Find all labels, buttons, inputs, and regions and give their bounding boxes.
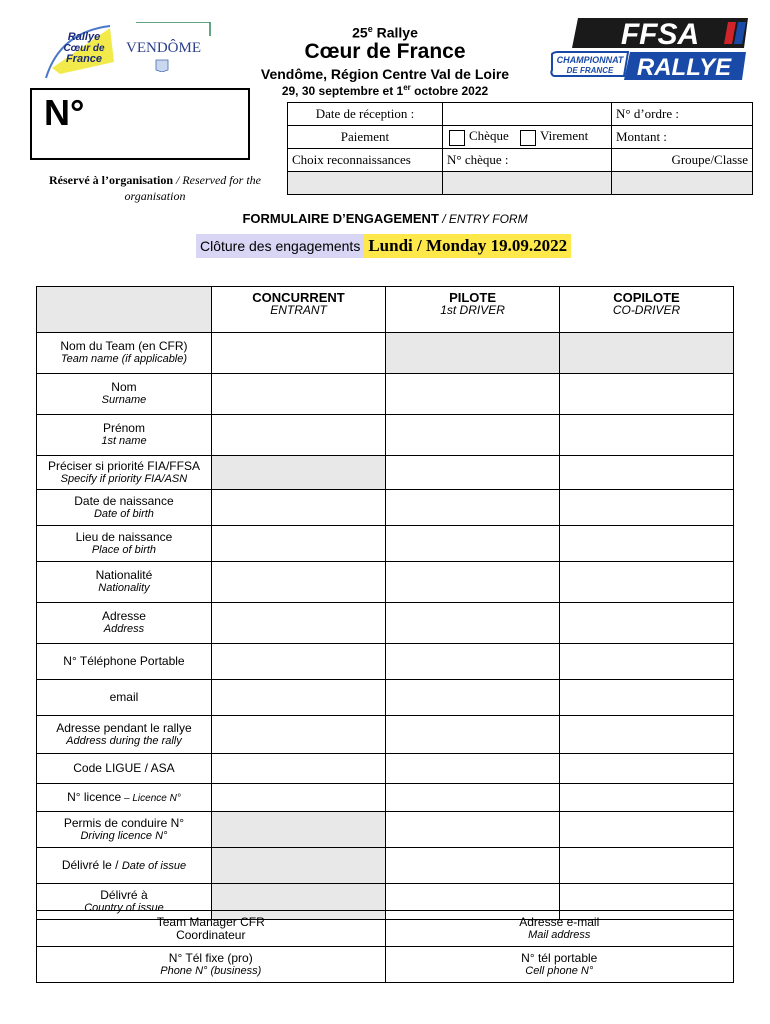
closing-date: Lundi / Monday 19.09.2022 [364, 234, 571, 258]
organisation-table [287, 102, 753, 195]
driver-nationality-field[interactable] [386, 562, 560, 603]
row-label: Nationalité Nationality [37, 562, 212, 603]
column-driver: PILOTE 1st DRIVER [386, 287, 560, 333]
amount-label: Montant : [612, 126, 753, 149]
ffsa-sub-1: CHAMPIONNAT [556, 55, 624, 65]
driver-surname-field[interactable] [386, 374, 560, 415]
group-class-field[interactable] [612, 172, 753, 195]
driver-driving-licence-field[interactable] [386, 812, 560, 848]
entrant-birthplace-field[interactable] [211, 526, 385, 562]
driver-birthplace-field[interactable] [386, 526, 560, 562]
corner-cell [37, 287, 212, 333]
entrant-email-field[interactable] [211, 680, 385, 716]
codriver-priority-field[interactable] [559, 456, 733, 490]
ffsa-sub-2: DE FRANCE [566, 66, 614, 75]
row-label: Adresse pendant le rallye Address during the rally [37, 716, 212, 754]
row-label: Nom du Team (en CFR) Team name (if applicable) [37, 333, 212, 374]
driver-league-field[interactable] [386, 754, 560, 784]
entrant-address-field[interactable] [211, 603, 385, 644]
row-label: email [37, 680, 212, 716]
row-label: Permis de conduire N° Driving licence N° [37, 812, 212, 848]
recce-choice-label: Choix reconnaissances [288, 149, 443, 172]
cheque-number-field[interactable] [443, 172, 612, 195]
entrant-driving-licence-field [211, 812, 385, 848]
codriver-surname-field[interactable] [559, 374, 733, 415]
ffsa-logo [548, 14, 752, 84]
entrant-nationality-field[interactable] [211, 562, 385, 603]
entrant-league-field[interactable] [211, 754, 385, 784]
row-label: Lieu de naissance Place of birth [37, 526, 212, 562]
row-label: Délivré à Country of issue [37, 884, 212, 920]
entrant-issue-date-field [211, 848, 385, 884]
entrant-birthdate-field[interactable] [211, 490, 385, 526]
closing-date-banner [196, 234, 571, 258]
form-title: FORMULAIRE D’ENGAGEMENT / ENTRY FORM [242, 211, 528, 226]
driver-email-field[interactable] [386, 680, 560, 716]
driver-birthdate-field[interactable] [386, 490, 560, 526]
codriver-mobile-field[interactable] [559, 644, 733, 680]
entrant-licence-field[interactable] [211, 784, 385, 812]
row-label: Date de naissance Date of birth [37, 490, 212, 526]
column-codriver: COPILOTE CO-DRIVER [559, 287, 733, 333]
driver-team-field [386, 333, 560, 374]
codriver-nationality-field[interactable] [559, 562, 733, 603]
ffsa-logo-text: FFSA [620, 18, 700, 51]
cheque-checkbox[interactable] [449, 130, 465, 146]
row-label: N° licence – Licence N° [37, 784, 212, 812]
driver-mobile-field[interactable] [386, 644, 560, 680]
entrant-firstname-field[interactable] [211, 415, 385, 456]
transfer-label: Virement [539, 128, 589, 144]
driver-rally-address-field[interactable] [386, 716, 560, 754]
codriver-email-field[interactable] [559, 680, 733, 716]
codriver-rally-address-field[interactable] [559, 716, 733, 754]
codriver-issue-date-field[interactable] [559, 848, 733, 884]
entry-number-label: N° [44, 92, 85, 133]
edition: 25e Rallye [352, 24, 418, 41]
codriver-driving-licence-field[interactable] [559, 812, 733, 848]
codriver-league-field[interactable] [559, 754, 733, 784]
row-label: Adresse Address [37, 603, 212, 644]
event-dates: 29, 30 septembre et 1er octobre 2022 [281, 83, 489, 98]
payment-method [443, 126, 612, 149]
closing-label: Clôture des engagements [196, 234, 364, 258]
codriver-address-field[interactable] [559, 603, 733, 644]
entrant-surname-field[interactable] [211, 374, 385, 415]
driver-licence-field[interactable] [386, 784, 560, 812]
row-label: Code LIGUE / ASA [37, 754, 212, 784]
reserved-note: Réservé à l’organisation / Reserved for the organisation [49, 173, 261, 203]
row-label: Prénom 1st name [37, 415, 212, 456]
column-entrant: CONCURRENT ENTRANT [211, 287, 385, 333]
logo-text-1: Rallye [67, 31, 101, 43]
order-number-label: N° d’ordre : [612, 103, 753, 126]
business-phone-field[interactable]: N° Tél fixe (pro) Phone N° (business) [37, 947, 386, 983]
cheque-number-label: N° chèque : [443, 149, 612, 172]
reception-date-field[interactable] [443, 103, 612, 126]
entrant-priority-field [211, 456, 385, 490]
entrant-rally-address-field[interactable] [211, 716, 385, 754]
recce-choice-field[interactable] [288, 172, 443, 195]
group-class-label: Groupe/Classe [612, 149, 753, 172]
codriver-birthplace-field[interactable] [559, 526, 733, 562]
cheque-label: Chèque [469, 128, 509, 144]
event-name: Cœur de France [304, 40, 466, 63]
logo-text-3: France [65, 53, 103, 65]
driver-address-field[interactable] [386, 603, 560, 644]
entrant-mobile-field[interactable] [211, 644, 385, 680]
reception-date-label: Date de réception : [288, 103, 443, 126]
codriver-birthdate-field[interactable] [559, 490, 733, 526]
entry-table [36, 286, 734, 920]
ffsa-rally-text: RALLYE [636, 54, 732, 81]
row-label: N° Téléphone Portable [37, 644, 212, 680]
team-manager-field[interactable]: Team Manager CFR Coordinateur [37, 911, 386, 947]
entrant-team-field[interactable] [211, 333, 385, 374]
cell-phone-field[interactable]: N° tél portable Cell phone N° [385, 947, 734, 983]
team-manager-table [36, 910, 734, 983]
codriver-firstname-field[interactable] [559, 415, 733, 456]
row-label: Nom Surname [37, 374, 212, 415]
driver-issue-date-field[interactable] [386, 848, 560, 884]
mail-address-field[interactable]: Adresse e-mail Mail address [385, 911, 734, 947]
logo-text-2: Cœur de [63, 43, 105, 54]
transfer-checkbox[interactable] [520, 130, 536, 146]
row-label: Délivré le / Date of issue [37, 848, 212, 884]
driver-priority-field[interactable] [386, 456, 560, 490]
event-place: Vendôme, Région Centre Val de Loire [260, 66, 510, 82]
codriver-team-field [559, 333, 733, 374]
vendome-text: VENDÔME [126, 40, 201, 56]
row-label: Préciser si priorité FIA/FFSA Specify if priority FIA/ASN [37, 456, 212, 490]
payment-label: Paiement [288, 126, 443, 149]
codriver-licence-field[interactable] [559, 784, 733, 812]
driver-firstname-field[interactable] [386, 415, 560, 456]
